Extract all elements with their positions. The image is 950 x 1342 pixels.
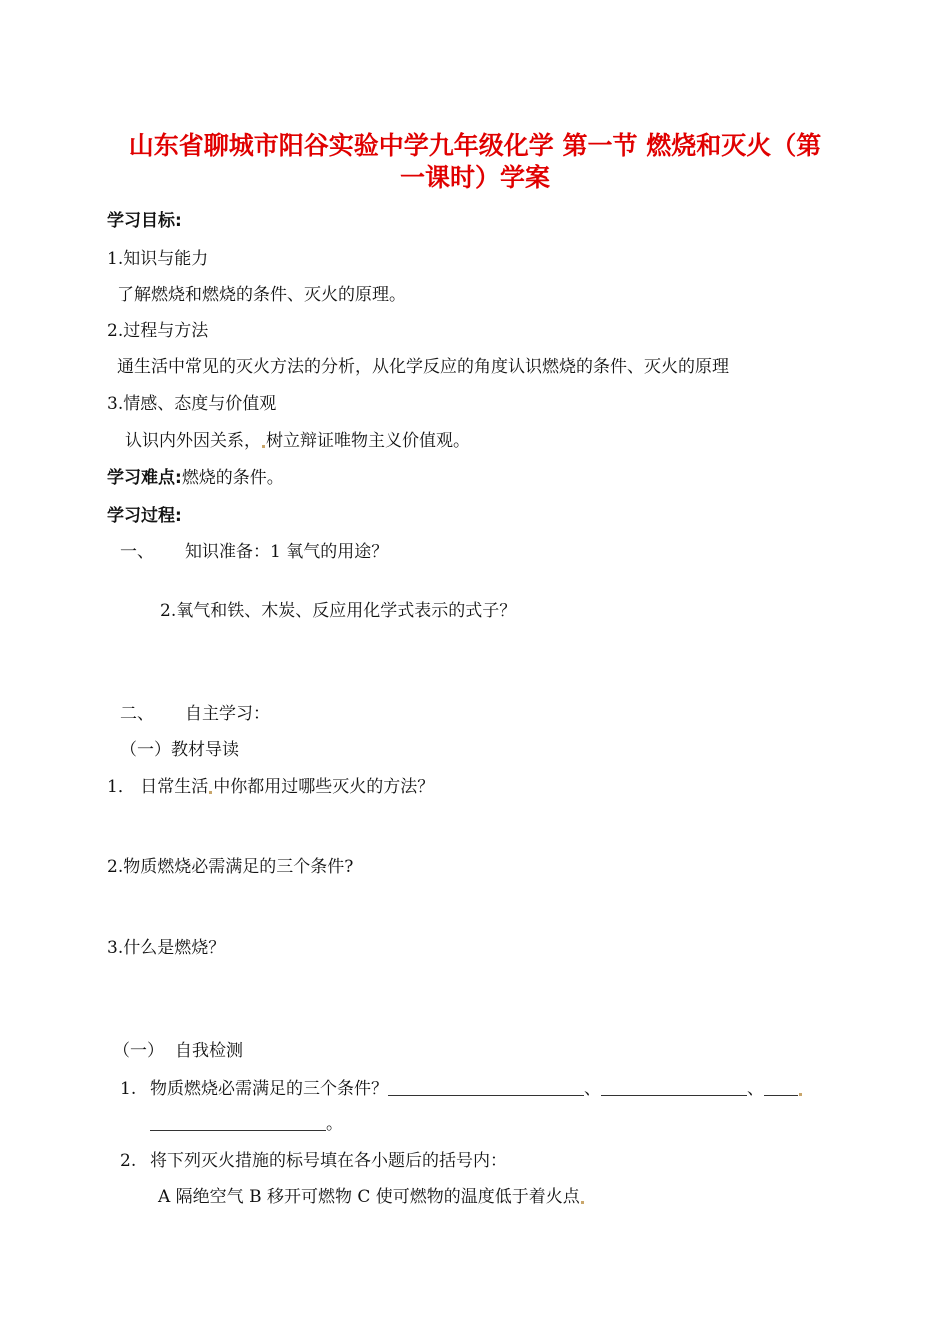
objective-2-text: 通生活中常见的灭火方法的分析，从化学反应的角度认识燃烧的条件、灭火的原理 xyxy=(117,357,729,377)
selfcheck-2-options-row xyxy=(158,1186,585,1208)
mark-dot xyxy=(799,1093,802,1096)
difficulty-text: 燃烧的条件。 xyxy=(181,468,284,488)
section-2-text: 自主学习： xyxy=(185,704,270,724)
difficulty-row xyxy=(107,467,284,489)
separator-1: 、 xyxy=(584,1079,601,1099)
section-1-number: 一、 xyxy=(120,542,154,562)
reading-question-1-part-a: 1． 日常生活 xyxy=(107,777,209,797)
mark-dot xyxy=(209,791,212,794)
reading-question-2: 2.物质燃烧必需满足的三个条件? xyxy=(107,857,354,877)
end-mark: 。 xyxy=(326,1114,343,1134)
objective-3-text-part-b: 树立辩证唯物主义价值观。 xyxy=(266,431,470,451)
title-line-1: 山东省聊城市阳谷实验中学九年级化学 第一节 燃烧和灭火（第 xyxy=(128,131,822,160)
selfcheck-2-text: 将下列灭火措施的标号填在各小题后的括号内： xyxy=(150,1151,507,1171)
answer-blank-3[interactable] xyxy=(764,1079,798,1096)
selfcheck-2-number: 2. xyxy=(120,1151,137,1171)
objectives-heading: 学习目标: xyxy=(107,211,182,231)
objective-3-text-part-a: 认识内外因关系， xyxy=(125,431,261,451)
objective-3-text xyxy=(125,430,470,452)
selfcheck-1-number: 1. xyxy=(120,1079,137,1099)
page-title xyxy=(100,130,850,194)
mark-dot xyxy=(262,445,265,448)
selfcheck-heading: 自我检测 xyxy=(175,1041,243,1061)
title-line-2: 一课时）学案 xyxy=(399,163,550,192)
difficulty-label: 学习难点: xyxy=(107,468,182,488)
reading-question-1 xyxy=(107,776,434,798)
process-heading: 学习过程: xyxy=(107,506,182,526)
selfcheck-1-text: 物质燃烧必需满足的三个条件？ xyxy=(150,1079,388,1099)
reading-heading: （一）教材导读 xyxy=(120,740,239,760)
objective-1-title: 1.知识与能力 xyxy=(107,249,209,269)
answer-blank-2[interactable] xyxy=(601,1079,747,1096)
answer-blank-1[interactable] xyxy=(388,1079,584,1096)
selfcheck-2-options: A 隔绝空气 B 移开可燃物 C 使可燃物的温度低于着火点 xyxy=(158,1187,580,1207)
answer-blank-3-continued[interactable] xyxy=(150,1114,326,1131)
reading-question-1-part-b: 中你都用过哪些灭火的方法？ xyxy=(213,777,435,797)
objective-3-title: 3.情感、态度与价值观 xyxy=(107,394,277,414)
section-2-number: 二、 xyxy=(120,704,154,724)
mark-dot xyxy=(581,1201,584,1204)
selfcheck-number: （一） xyxy=(113,1041,164,1061)
objective-1-text: 了解燃烧和燃烧的条件、灭火的原理。 xyxy=(117,285,406,305)
selfcheck-1-continuation xyxy=(150,1113,343,1135)
section-1-question-2: 2.氧气和铁、木炭、反应用化学式表示的式子？ xyxy=(160,601,517,621)
separator-2: 、 xyxy=(747,1079,764,1099)
objective-2-title: 2.过程与方法 xyxy=(107,321,209,341)
reading-question-3: 3.什么是燃烧？ xyxy=(107,938,226,958)
section-1-text: 知识准备：1 氧气的用途？ xyxy=(185,542,389,562)
selfcheck-1-row xyxy=(150,1078,803,1100)
